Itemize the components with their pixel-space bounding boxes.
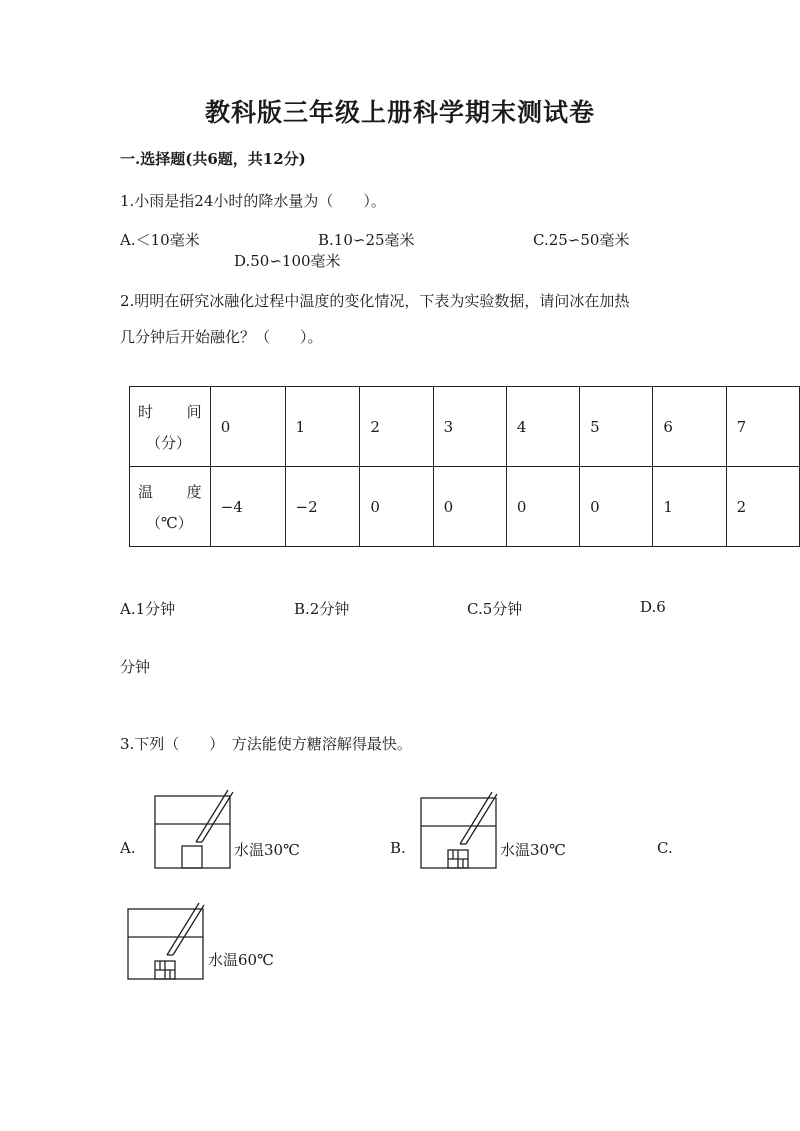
page-title: 教科版三年级上册科学期末测试卷 xyxy=(204,98,595,127)
table-cell: 2 xyxy=(726,467,799,547)
table-cell: −2 xyxy=(285,467,360,547)
beaker-crushed-sugar-icon xyxy=(416,788,498,870)
question-1-option-c: C.25∽50毫米 xyxy=(533,231,630,249)
question-3-option-a-letter: A. xyxy=(120,839,136,857)
table-cell: 5 xyxy=(580,387,653,467)
question-1-stem: 1.小雨是指24小时的降水量为（ ）。 xyxy=(120,192,386,210)
row-header-temperature: 温 度 （℃） xyxy=(130,467,211,547)
table-cell: 6 xyxy=(653,387,726,467)
table-cell: 0 xyxy=(580,467,653,547)
table-cell: −4 xyxy=(210,467,285,547)
table-cell: 0 xyxy=(506,467,579,547)
question-1-option-b: B.10∽25毫米 xyxy=(318,231,415,249)
table-cell: 0 xyxy=(210,387,285,467)
table-cell: 3 xyxy=(433,387,506,467)
question-1-option-a: A.＜10毫米 xyxy=(120,231,200,249)
table-row xyxy=(130,387,800,467)
question-3-stem: 3.下列（ ） 方法能使方糖溶解得最快。 xyxy=(120,735,412,753)
table-cell: 0 xyxy=(360,467,433,547)
question-3-option-a-caption: 水温30℃ xyxy=(234,841,300,859)
table-cell: 1 xyxy=(653,467,726,547)
question-2-option-c: C.5分钟 xyxy=(467,600,523,618)
question-1-option-d: D.50∽100毫米 xyxy=(234,252,341,270)
question-2-option-d-wrap: 分钟 xyxy=(120,658,151,676)
question-2-stem-line-2: 几分钟后开始融化？（ ）。 xyxy=(120,328,323,346)
question-3-option-b-letter: B. xyxy=(390,839,406,857)
table-cell: 2 xyxy=(360,387,433,467)
section-heading: 一.选择题(共6题，共12分) xyxy=(120,150,306,168)
beaker-crushed-sugar-hot-icon xyxy=(124,900,206,982)
table-row xyxy=(130,467,800,547)
question-2-option-b: B.2分钟 xyxy=(294,600,350,618)
question-3-option-c-letter: C. xyxy=(657,839,673,857)
question-3-option-c-caption: 水温60℃ xyxy=(208,951,274,969)
question-3-option-b-caption: 水温30℃ xyxy=(500,841,566,859)
question-2-stem-line-1: 2.明明在研究冰融化过程中温度的变化情况，下表为实验数据，请问冰在加热 xyxy=(120,292,630,310)
beaker-single-cube-icon xyxy=(150,788,232,870)
table-cell: 1 xyxy=(285,387,360,467)
question-2-option-a: A.1分钟 xyxy=(120,600,176,618)
table-cell: 0 xyxy=(433,467,506,547)
row-header-time: 时 间 （分） xyxy=(130,387,211,467)
table-cell: 4 xyxy=(506,387,579,467)
table-cell: 7 xyxy=(726,387,799,467)
data-table xyxy=(129,386,800,547)
question-2-option-d: D.6 xyxy=(640,598,666,616)
